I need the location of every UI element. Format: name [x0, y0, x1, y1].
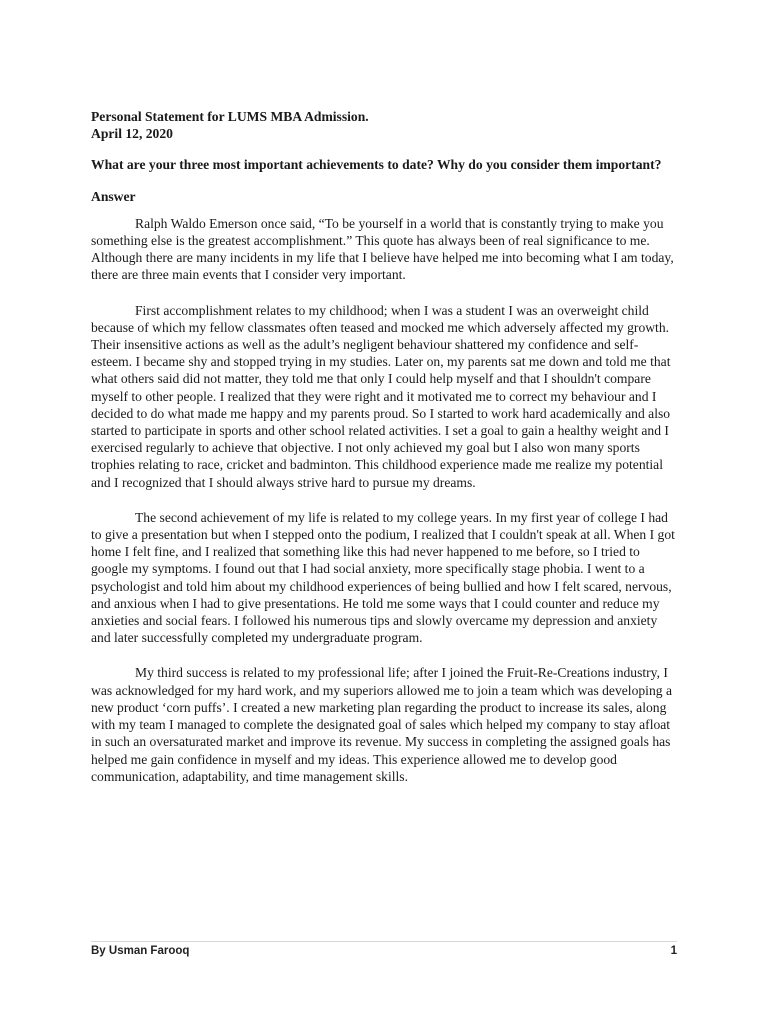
footer-divider	[91, 941, 677, 942]
paragraph-third-achievement: My third success is related to my professional life; after I joined the Fruit-Re-Creations industry, I was acknowledged for my hard work, and my superiors allowed me to join a team which was developing a new product ‘corn puffs’. I created a new marketing plan regarding the product to increase its sales, along with my team I managed to complete the designated goal of sales which helped my company to stay afloat in such an oversaturated market and improve its revenue. My success in completing the assigned goals has helped me gain confidence in myself and my ideas. This experience allowed me to develop good communication, adaptability, and time management skills.	[91, 665, 672, 784]
document-body	[91, 108, 677, 785]
paragraph-first-achievement: First accomplishment relates to my childhood; when I was a student I was an overweight child because of which my fellow classmates often teased and mocked me which adversely affected my growth. Their insensitive actions as well as the adult’s negligent behaviour shattered my confidence and self-esteem. I became shy and stopped trying in my studies. Later on, my parents sat me down and told me that what others said did not matter, they told me that only I could help myself and that I shouldn't compare myself to other people. I realized that they were right and it motivated me to correct my behaviour and I decided to do what made me happy and my parents proud. So I started to work hard academically and also started to participate in sports and other school related activities. I set a goal to gain a healthy weight and I exercised regularly to achieve that objective. I not only achieved my goal but I also won many sports trophies relating to race, cricket and badminton. This childhood experience made me realize my potential and I recognized that I should always strive hard to pursue my dreams.	[91, 302, 671, 490]
footer-author: By Usman Farooq	[91, 945, 190, 957]
paragraph-second-achievement: The second achievement of my life is related to my college years. In my first year of college I had to give a presentation but when I stepped onto the podium, I realized that I couldn't speak at all. When I got home I felt fine, and I realized that something like this had never happened to me before, so I tried to google my symptoms. I found out that I had social anxiety, more specifically stage phobia. I went to a psychologist and told him about my childhood experiences of being bullied and how I felt scared, nervous, and anxious when I had to give presentations. He told me some ways that I could counter and reduce my anxieties and social fears. I followed his numerous tips and slowly overcame my depression and anxiety and later successfully completed my undergraduate program.	[91, 509, 675, 646]
document-date: April 12, 2020	[91, 126, 173, 142]
essay-question: What are your three most important achievements to date? Why do you consider them important?	[91, 157, 662, 173]
document-title: Personal Statement for LUMS MBA Admission.	[91, 109, 369, 124]
paragraph-intro: Ralph Waldo Emerson once said, “To be yourself in a world that is constantly trying to make you something else is the greatest accomplishment.” This quote has always been of real significance to me. Although there are many incidents in my life that I believe have helped me into becoming what I am today, there are three main events that I consider very important.	[91, 215, 674, 283]
footer-page-number: 1	[670, 945, 677, 957]
page-footer	[91, 945, 677, 957]
answer-heading: Answer	[91, 188, 136, 204]
